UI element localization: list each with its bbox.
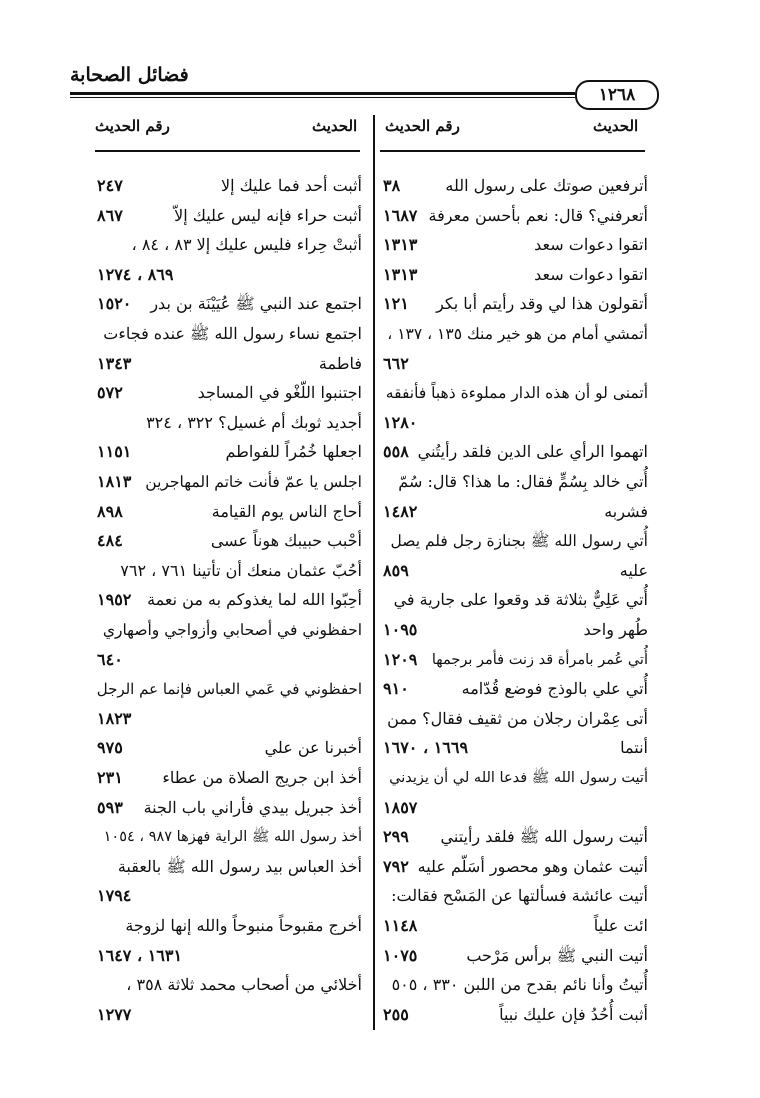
hadith-number: ١٢١ [383,294,409,314]
hadith-number: ١٣٤٣ [97,353,132,373]
hadith-text: أتيت عثمان وهو محصور أسَلّم عليه [417,856,648,876]
index-entry [383,792,648,824]
header-rule-thin [70,97,575,98]
index-entry [383,644,648,676]
hadith-text: ائت علياً [593,916,648,935]
index-entry [383,851,648,883]
hadith-number: ١٨٢٣ [97,708,132,728]
hadith-text: اتقوا دعوات سعد [534,264,648,284]
index-entry [97,466,362,498]
index-entry [383,525,648,557]
index-entry [97,999,362,1031]
hadith-number: ١٨١٣ [97,472,132,491]
index-entry [97,851,362,883]
hadith-text: أتمشي أمام من هو خير منك ١٣٥ ، ١٣٧ ، [387,325,648,343]
hadith-number: ٣٨ [383,176,401,195]
index-entry [383,318,648,350]
hadith-number: ٩٧٥ [97,738,123,758]
hadith-number: ١٠٧٥ [383,945,418,965]
hadith-text: أتى عِمْران رجلان من ثقيف فقال؟ ممن [387,708,648,728]
index-entry [97,318,362,350]
index-entry [97,910,362,942]
hadith-number: ١٦٣١ ، ١٦٤٧ [97,945,183,965]
index-entry [383,436,648,468]
hadith-text: فاطمة [318,353,362,373]
index-entry [97,732,362,764]
hadith-text: أثبت أحد فما عليك إلا [220,176,362,195]
hadith-text: أتيت عائشة فسألتها عن المَسْح فقالت: [391,886,648,906]
hadith-number: ١٧٩٤ [97,886,132,906]
hadith-number: ١١٤٨ [383,916,418,935]
index-entry [97,436,362,468]
index-entry [97,644,362,676]
index-entry [97,673,362,705]
hadith-text: عليه [619,560,648,580]
hadith-number: ١١٥١ [97,442,132,462]
index-entry [97,940,362,972]
hadith-text: أنتما [620,738,648,758]
index-entry [383,466,648,498]
index-entry [97,614,362,646]
hadith-number: ٨٩٨ [97,501,123,521]
index-entry [383,584,648,616]
left-header-number: رقم الحديث [95,117,170,135]
hadith-number: ١٦٦٩ ، ١٦٧٠ [383,738,469,758]
hadith-text: اتهموا الرأي على الدين فلقد رأيتُني [417,442,648,462]
hadith-text: أخلائي من أصحاب محمد ثلاثة ٣٥٨ ، [126,975,362,995]
index-entry [97,703,362,735]
index-entry [383,999,648,1031]
left-header-hadith: الحديث [312,117,358,135]
index-entry [97,229,362,261]
page-number: ١٢٦٨ [575,80,659,110]
hadith-text: أخذ جبريل بيدي فأراني باب الجنة [143,797,362,817]
hadith-text: أُتي علي بالوذج فوضع قُدّامه [461,679,648,699]
hadith-text: أتيت رسول الله ﷺ فدعا الله لي أن يزيدني [389,770,648,786]
hadith-number: ٢٣١ [97,768,123,787]
hadith-text: أترفعين صوتك على رسول الله [445,176,648,195]
hadith-number: ١٦٨٧ [383,205,418,225]
hadith-number: ١٢٨٠ [383,412,418,432]
hadith-number: ١٤٨٢ [383,501,418,521]
index-entry [383,703,648,735]
hadith-text: اتقوا دعوات سعد [534,235,648,255]
index-entry [383,969,648,1001]
index-entry [383,880,648,912]
hadith-text: فشربه [604,501,648,521]
hadith-number: ٢٤٧ [97,176,123,195]
hadith-text: أخذ ابن جريج الصلاة من عطاء [162,768,362,787]
index-entry [97,407,362,439]
hadith-text: أحْبب حبيبك هوناً عسى [210,531,362,551]
index-entry [383,614,648,646]
hadith-number: ٨٥٩ [383,560,409,580]
hadith-number: ٨٦٩ ، ١٢٧٤ [97,264,174,284]
index-entry [97,880,362,912]
index-entry [383,732,648,764]
index-entry [383,170,648,202]
index-entry [97,821,362,853]
index-entry [383,910,648,942]
header-rule [70,92,575,95]
hadith-text: اجتنبوا اللّغْو في المساجد [197,383,362,403]
hadith-text: اجتمع عند النبي ﷺ عُيَيْنَة بن بدر [150,294,362,314]
index-entry [383,762,648,794]
hadith-number: ١٠٩٥ [383,620,418,639]
index-entry [383,407,648,439]
hadith-text: أُتيتُ وأنا نائم بقدح من اللبن ٣٣٠ ، ٥٠٥ [391,975,648,995]
index-entry [383,496,648,528]
index-entry [97,377,362,409]
hadith-number: ٥٥٨ [383,442,409,462]
index-entry [383,348,648,380]
column-divider [373,115,375,1030]
index-entry [383,940,648,972]
hadith-text: أثبت أُحُدُ فإن عليك نبياً [499,1004,648,1024]
hadith-text: أثبتْ حِراء فليس عليك إلا ٨٣ ، ٨٤ ، [131,235,362,255]
hadith-text: طُهر واحد [583,620,648,639]
hadith-text: أخبرنا عن علي [264,738,362,758]
hadith-text: أُتي عَلِيٌّ بثلاثة قد وقعوا على جارية في [393,590,648,610]
index-entry [383,377,648,409]
hadith-number: ٢٥٥ [383,1004,409,1024]
right-header-underline [380,150,645,152]
index-entry [383,229,648,261]
hadith-number: ١٥٢٠ [97,294,132,314]
index-entry [97,259,362,291]
index-entry [97,555,362,587]
hadith-number: ٥٧٢ [97,383,123,403]
hadith-text: أتمنى لو أن هذه الدار مملوءة ذهباً فأنفقه [385,384,648,403]
index-entry [383,821,648,853]
hadith-text: أُتي خالد بِسُمٍّ فقال: ما هذا؟ قال: سُمّ [398,472,648,491]
index-entry [97,348,362,380]
index-entry [97,525,362,557]
index-entry [97,170,362,202]
index-entry [97,200,362,232]
right-header-hadith: الحديث [593,117,639,135]
index-entry [383,288,648,320]
hadith-text: أخذ العباس بيد رسول الله ﷺ بالعقبة [117,856,362,876]
hadith-text: أخذ رسول الله ﷺ الراية فهزها ٩٨٧ ، ١٠٥٤ [103,829,362,846]
index-entry [97,288,362,320]
index-entry [383,673,648,705]
index-entry [383,259,648,291]
hadith-text: اجتمع نساء رسول الله ﷺ عنده فجاءت [103,324,362,343]
index-entry [97,792,362,824]
hadith-number: ٤٨٤ [97,531,123,551]
hadith-number: ٦٦٢ [383,353,409,373]
hadith-text: أتيت النبي ﷺ برأس مَرْحب [466,945,648,965]
hadith-text: أجديد ثوبك أم غسيل؟ ٣٢٢ ، ٣٢٤ [146,412,362,432]
hadith-text: اجلس يا عمّ فأنت خاتم المهاجرين [145,473,362,491]
book-title: فضائل الصحابة [70,64,189,86]
right-header-number: رقم الحديث [385,117,460,135]
hadith-number: ١٢٠٩ [383,649,418,669]
hadith-text: أحاج الناس يوم القيامة [211,501,362,521]
hadith-text: أخرج مقبوحاً منبوحاً والله إنها لزوجة [125,916,362,935]
hadith-text: احفظوني في عَمي العباس فإنما عم الرجل [96,680,362,699]
hadith-number: ١٨٥٧ [383,797,418,817]
hadith-number: ٩١٠ [383,679,409,699]
hadith-number: ٢٩٩ [383,827,409,847]
index-entry [97,584,362,616]
hadith-text: أتقولون هذا لي وقد رأيتم أبا بكر [436,294,648,314]
hadith-text: اجعلها خُمُراً للفواطم [225,442,362,462]
index-entry [97,762,362,794]
hadith-text: أثبت حراء فإنه ليس عليك إلاّ [174,205,362,225]
index-entry [383,555,648,587]
hadith-text: أحُبّ عثمان منعك أن تأتينا ٧٦١ ، ٧٦٢ [120,560,362,580]
hadith-number: ١٣١٣ [383,235,418,255]
index-entry [97,496,362,528]
index-entry [97,969,362,1001]
hadith-text: أُتي عُمر بامرأة قد زنت فأمر برجمها [431,651,648,668]
hadith-number: ١٢٧٧ [97,1004,132,1024]
hadith-number: ٨٦٧ [97,205,123,225]
hadith-number: ١٩٥٢ [97,590,132,610]
hadith-text: احفظوني في أصحابي وأزواجي وأصهاري [102,621,362,639]
hadith-text: أحِبّوا الله لما يغذوكم به من نعمة [147,590,362,610]
index-entry [383,200,648,232]
hadith-number: ١٣١٣ [383,264,418,284]
hadith-number: ٥٩٣ [97,797,123,817]
left-header-underline [95,150,360,152]
hadith-number: ٧٩٢ [383,856,409,876]
hadith-text: أتيت رسول الله ﷺ فلقد رأيتني [440,827,648,847]
hadith-number: ٦٤٠ [97,649,123,669]
hadith-text: أُتي رسول الله ﷺ بجنازة رجل فلم يصل [390,532,648,551]
hadith-text: أتعرفني؟ قال: نعم بأحسن معرفة [428,205,648,225]
